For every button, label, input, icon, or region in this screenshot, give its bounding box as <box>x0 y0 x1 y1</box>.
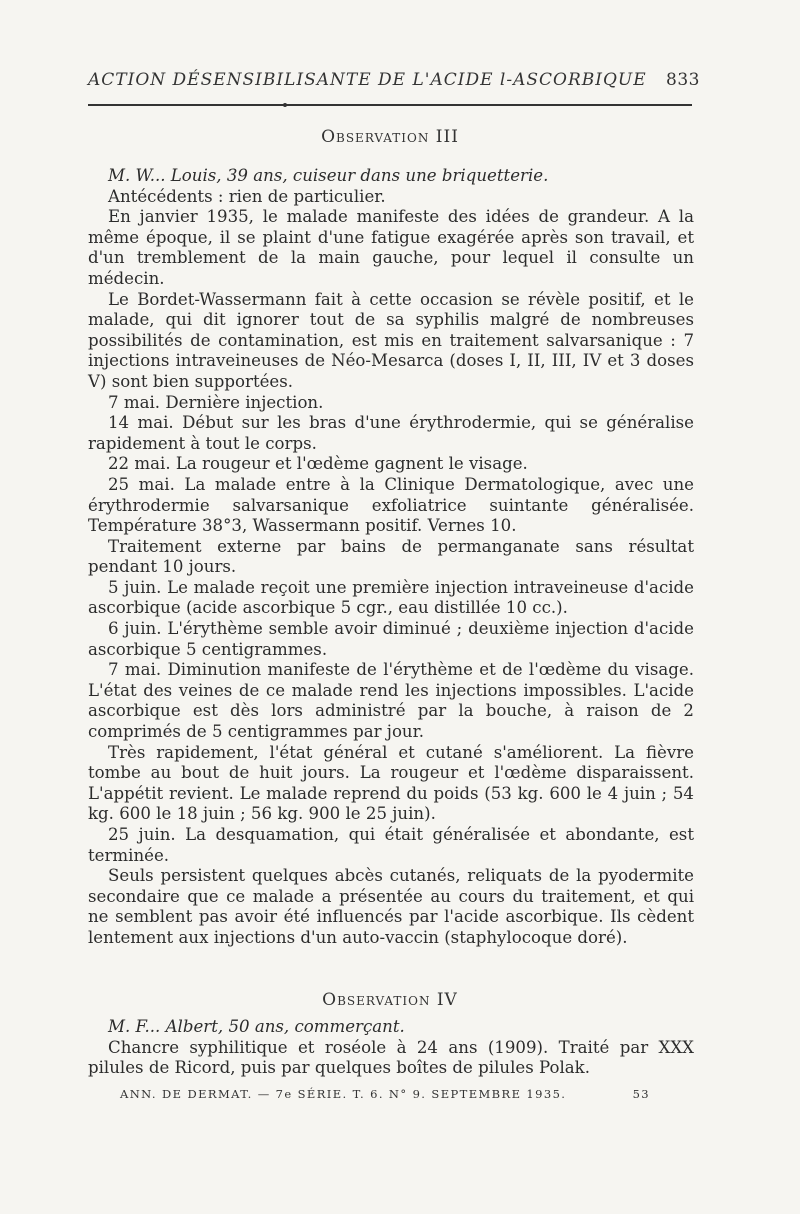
observation-3-title: Observation III <box>321 127 459 147</box>
observation-3-paragraph: En janvier 1935, le malade manifeste des idées de grandeur. A la même époque, il se plaint d'une fatigue exagérée après son travail, et d'un tremblement de la main gauche, pour lequel il consulte un médecin. <box>88 207 694 288</box>
running-head <box>88 70 700 98</box>
page-number: 833 <box>666 70 700 90</box>
header-rule <box>88 104 692 106</box>
observation-4-paragraph: Chancre syphilitique et roséole à 24 ans (1909). Traité par XXX pilules de Ricord, puis par quelques boîtes de pilules Polak. <box>88 1037 694 1078</box>
observation-3-paragraph: 6 juin. L'érythème semble avoir diminué ; deuxième injection d'acide ascorbique 5 centigrammes. <box>88 619 694 659</box>
observation-3-paragraph: 7 mai. Diminution manifeste de l'érythème et de l'œdème du visage. L'état des veines de ce malade rend les injections impossibles. L'acide ascorbique est dès lors administré par la bouche, à raison de 2 comprimés de 5 centigrammes par jour. <box>88 660 694 742</box>
observation-4-body <box>88 1017 694 1079</box>
observation-3-body <box>88 166 694 949</box>
observation-3-paragraph: 25 juin. La desquamation, qui était généralisée et abondante, est terminée. <box>88 825 694 865</box>
observation-3-subject: M. W... Louis, 39 ans, cuiseur dans une briquetterie. <box>108 166 549 185</box>
observation-3-paragraph: Seuls persistent quelques abcès cutanés, reliquats de la pyodermite secondaire que ce malade a présentée au cours du traitement, et qui ne semblent pas avoir été influencés par l'acide ascorbique. Ils cèdent lentement aux injections d'un auto-vaccin (staphylocoque doré). <box>88 866 694 947</box>
observation-3-paragraph: Antécédents : rien de particulier. <box>108 186 386 206</box>
observation-3-paragraph: 25 mai. La malade entre à la Clinique Dermatologique, avec une érythrodermie salvarsanique exfoliatrice suintante généralisée. Température 38°3, Wassermann positif. Vernes 10. <box>88 474 694 536</box>
observation-3-paragraph: 22 mai. La rougeur et l'œdème gagnent le visage. <box>108 454 528 474</box>
observation-3-paragraph: 7 mai. Dernière injection. <box>108 392 324 412</box>
journal-reference: ANN. DE DERMAT. — 7e SÉRIE. T. 6. N° 9. SEPTEMBRE 1935. <box>120 1087 567 1101</box>
observation-3-paragraph: Traitement externe par bains de permanganate sans résultat pendant 10 jours. <box>88 536 694 577</box>
observation-4-subject: M. F... Albert, 50 ans, commerçant. <box>108 1017 405 1036</box>
signature-number: 53 <box>632 1087 650 1101</box>
observation-3-paragraph: 14 mai. Début sur les bras d'une érythrodermie, qui se généralise rapidement à tout le corps. <box>88 413 694 453</box>
rule-dot <box>283 103 287 107</box>
page-footer <box>120 1087 650 1101</box>
observation-3-paragraph: Très rapidement, l'état général et cutané s'améliorent. La fièvre tombe au bout de huit jours. La rougeur et l'œdème disparaissent. L'appétit revient. Le malade reprend du poids (53 kg. 600 le 4 juin ; 54 kg. 600 le 18 juin ; 56 kg. 900 le 25 juin). <box>88 742 694 824</box>
observation-4-title: Observation IV <box>322 990 458 1010</box>
observation-3-paragraph: 5 juin. Le malade reçoit une première injection intraveineuse d'acide ascorbique (acide ascorbique 5 cgr., eau distillée 10 cc.). <box>88 577 694 618</box>
observation-3-paragraph: Le Bordet-Wassermann fait à cette occasion se révèle positif, et le malade, qui dit ignorer tout de sa syphilis malgré de nombreuses possibilités de contamination, est mis en traitement salvarsanique : 7 injections intraveineuses de Néo-Mesarca (doses I, II, III, IV et 3 doses V) sont bien supportées. <box>88 289 694 391</box>
running-title: ACTION DÉSENSIBILISANTE DE L'ACIDE l-ASCORBIQUE <box>88 70 647 90</box>
